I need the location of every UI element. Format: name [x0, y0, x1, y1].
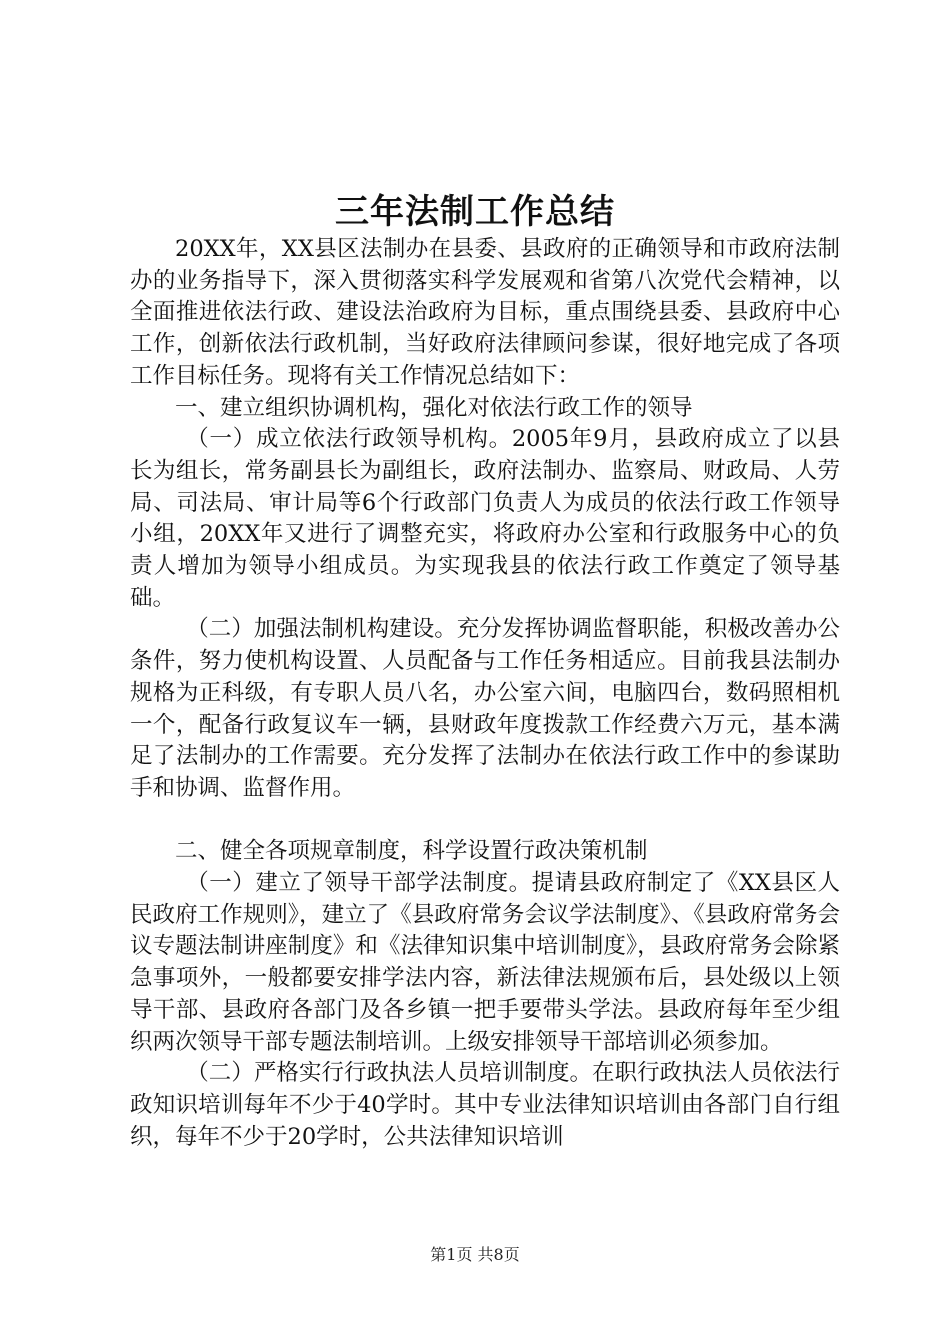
- section-heading-2: 二、健全各项规章制度，科学设置行政决策机制: [175, 838, 648, 865]
- subsection-2-2: （二）严格实行行政执法人员培训制度。在职行政执法人员依法行政知识培训每年不少于40学时。其中专业法律知识培训由各部门自行组织，每年不少于20学时，公共法律知识培训: [130, 1060, 840, 1150]
- subsection-1-1: （一）成立依法行政领导机构。2005年9月，县政府成立了以县长为组长，常务副县长为副组长，政府法制办、监察局、财政局、人劳局、司法局、审计局等6个行政部门负责人为成员的依法行政工作领导小组，20XX年又进行了调整充实，将政府办公室和行政服务中心的负责人增加为领导小组成员。为实现我县的依法行政工作奠定了领导基础。: [130, 426, 840, 611]
- document-title: 三年法制工作总结: [335, 192, 615, 232]
- blank-line: [130, 805, 840, 837]
- subsection-2-1: （一）建立了领导干部学法制度。提请县政府制定了《XX县区人民政府工作规则》，建立了《县政府常务会议学法制度》、《县政府常务会议专题法制讲座制度》和《法律知识集中培训制度》，县政府常务会除紧急事项外，一般都要安排学法内容，新法律法规颁布后，县处级以上领导干部、县政府各部门及各乡镇一把手要带头学法。县政府每年至少组织两次领导干部专题法制培训。上级安排领导干部培训必须参加。: [130, 870, 840, 1055]
- intro-paragraph: 20XX年，XX县区法制办在县委、县政府的正确领导和市政府法制办的业务指导下，深入贯彻落实科学发展观和省第八次党代会精神，以全面推进依法行政、建设法治政府为目标，重点围绕县委、县政府中心工作，创新依法行政机制，当好政府法律顾问参谋，很好地完成了各项工作目标任务。现将有关工作情况总结如下：: [130, 236, 840, 389]
- subsection-1-2: （二）加强法制机构建设。充分发挥协调监督职能，积极改善办公条件，努力使机构设置、人员配备与工作任务相适应。目前我县法制办规格为正科级，有专职人员八名，办公室六间，电脑四台，数码照相机一个，配备行政复议车一辆，县财政年度拨款工作经费六万元，基本满足了法制办的工作需要。充分发挥了法制办在依法行政工作中的参谋助手和协调、监督作用。: [130, 616, 840, 801]
- page-number-footer: 第1页 共8页: [430, 1245, 520, 1264]
- document-body: [130, 234, 840, 1153]
- section-heading-1: 一、建立组织协调机构，强化对依法行政工作的领导: [175, 394, 693, 421]
